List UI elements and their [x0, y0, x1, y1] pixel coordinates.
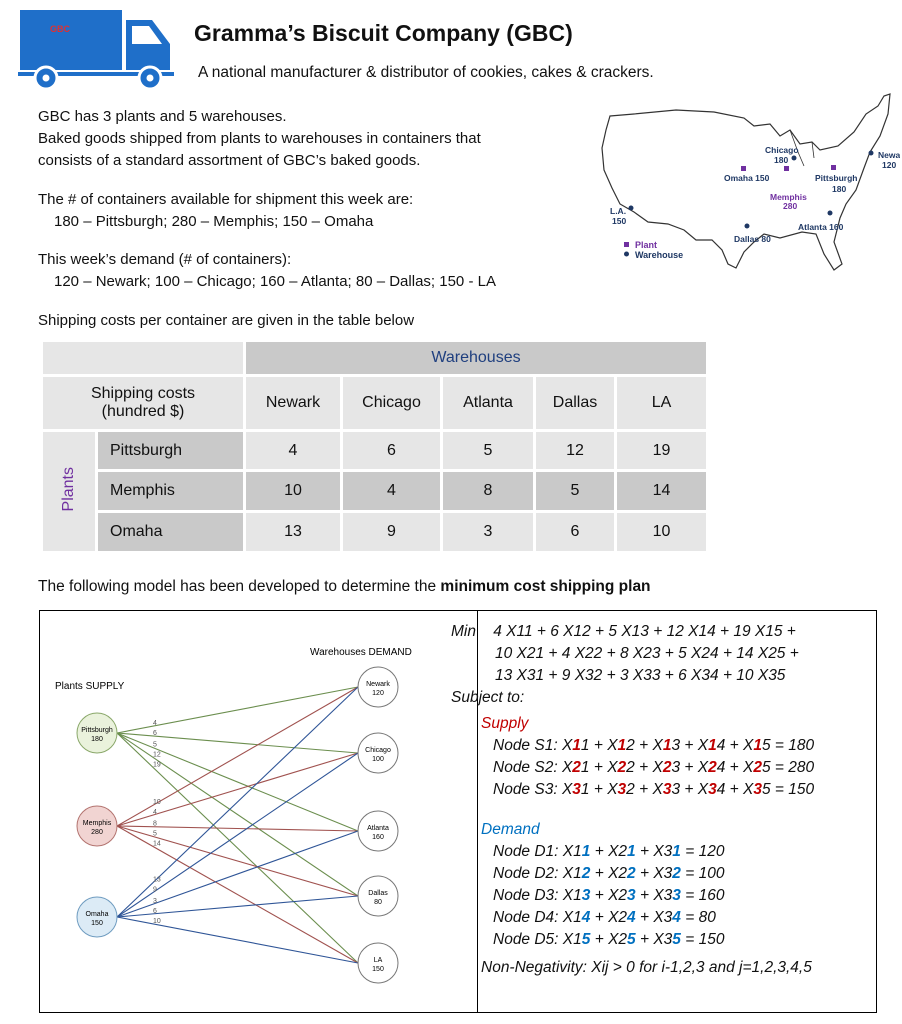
plants-supply-label: Plants SUPPLY: [55, 681, 125, 692]
map-plant-memphis: [784, 166, 789, 171]
warehouses-header: Warehouses: [246, 342, 706, 374]
constraint-node: Node D5:: [493, 931, 563, 948]
variable: X12: [607, 737, 635, 754]
containers-label: The # of containers available for shipment this week are:: [38, 191, 414, 208]
cell: 6: [343, 432, 440, 469]
map-warehouse-la: [629, 206, 634, 211]
shipping-cost-table: [40, 339, 709, 554]
node-name: Memphis: [82, 820, 112, 827]
node-name: Chicago: [365, 747, 391, 754]
constraint-rhs: = 80: [680, 909, 716, 926]
legend-warehouse-label: Warehouse: [635, 250, 684, 260]
constraint-node: Node S3:: [493, 781, 562, 798]
variable: X25: [608, 931, 636, 948]
map-label-newark: Newa: [878, 150, 900, 160]
intro-line-3: consists of a standard assortment of GBC’s baked goods.: [38, 152, 421, 169]
table-corner-label: [43, 377, 243, 429]
map-label-pittsburgh: Pittsburgh: [815, 173, 858, 183]
edge-label: 8: [153, 820, 157, 828]
constraint-rhs: = 160: [680, 887, 725, 904]
map-label-omaha: Omaha 150: [724, 173, 770, 183]
variable: X35: [653, 931, 681, 948]
edge-label: 19: [153, 761, 161, 769]
constraint-rhs: = 150: [770, 781, 815, 798]
constraint-node: Node S2:: [493, 759, 562, 776]
node-value: 100: [372, 756, 384, 763]
containers-values: 180 – Pittsburgh; 280 – Memphis; 150 – Omaha: [54, 213, 374, 230]
constraint-row: Node S2: X21 + X22 + X23 + X24 + X25 = 280: [493, 759, 815, 776]
variable: X22: [607, 759, 635, 776]
intro-block: [38, 106, 481, 172]
cell: 4: [246, 432, 340, 469]
warehouses-demand-label: Warehouses DEMAND: [310, 647, 412, 658]
constraint-row: Node D1: X11 + X21 + X31 = 120: [493, 843, 725, 860]
nonnegativity: Non-Negativity: Xij > 0 for i-1,2,3 and j=1,2,3,4,5: [481, 959, 812, 976]
node-name: Omaha: [85, 911, 109, 918]
variable: X13: [652, 737, 681, 754]
variable: X12: [562, 865, 591, 882]
cell: 9: [343, 513, 440, 551]
table-corner-top: [43, 342, 243, 374]
model-box: [39, 610, 877, 1013]
constraint-rhs: = 100: [680, 865, 725, 882]
variable: X34: [697, 781, 726, 798]
row-header-omaha: Omaha: [98, 513, 243, 551]
warehouse-node-newark: [358, 667, 398, 707]
warehouse-node-chicago: [358, 733, 398, 773]
edge-label: 10: [153, 917, 161, 925]
plants-header: Plants: [60, 466, 77, 512]
map-label-la: L.A.: [610, 206, 627, 216]
node-value: 120: [372, 690, 384, 697]
node-name: Dallas: [368, 890, 388, 897]
cell: 5: [443, 432, 533, 469]
map-warehouse-chicago: [792, 156, 797, 161]
objective-text-1: 4 X11 + 6 X12 + 5 X13 + 12 X14 + 19 X15 +: [493, 623, 796, 640]
variable: X23: [652, 759, 681, 776]
edge-label: 9: [153, 886, 157, 894]
map-label-chicago-value: 180: [774, 155, 789, 165]
map-label-pittsburgh-value: 180: [832, 184, 847, 194]
subject-to: Subject to:: [451, 689, 525, 706]
col-header-newark: Newark: [246, 377, 340, 429]
col-header-chicago: Chicago: [343, 377, 440, 429]
supply-constraints: [451, 735, 814, 801]
map-plant-omaha: [741, 166, 746, 171]
constraint-row: Node D4: X14 + X24 + X34 = 80: [493, 909, 716, 926]
truck-logo-text: GBC: [50, 24, 70, 34]
constraint-rhs: = 180: [770, 737, 815, 754]
node-name: Pittsburgh: [81, 727, 113, 734]
constraint-node: Node S1:: [493, 737, 562, 754]
cell: 19: [617, 432, 706, 469]
legend-plant-label: Plant: [635, 240, 658, 250]
node-value: 150: [91, 920, 103, 927]
col-header-atlanta: Atlanta: [443, 377, 533, 429]
costs-label: Shipping costs per container are given in the table below: [38, 312, 415, 329]
cell: 13: [246, 513, 340, 551]
map-label-atlanta: Atlanta 160: [798, 222, 844, 232]
constraint-rhs: = 280: [770, 759, 815, 776]
variable: X15: [562, 931, 591, 948]
intro-line-2: Baked goods shipped from plants to warehouses in containers that: [38, 130, 481, 147]
demand-label: Demand: [481, 821, 540, 838]
col-header-dallas: Dallas: [536, 377, 614, 429]
demand-constraints: [451, 841, 814, 951]
variable: X14: [562, 909, 591, 926]
variable: X22: [608, 865, 636, 882]
edge-label: 12: [153, 751, 161, 759]
map-label-newark-value: 120: [882, 160, 897, 170]
variable: X11: [562, 843, 591, 860]
map-label-memphis-value: 280: [783, 201, 798, 211]
variable: X33: [652, 781, 681, 798]
cell: 12: [536, 432, 614, 469]
containers-block: [38, 189, 413, 233]
map-label-chicago: Chicago: [765, 145, 799, 155]
page-subtitle: A national manufacturer & distributor of cookies, cakes & crackers.: [198, 64, 654, 81]
constraint-rhs: = 120: [680, 843, 725, 860]
col-header-la: LA: [617, 377, 706, 429]
demand-block: [38, 249, 496, 293]
constraint-node: Node D4:: [493, 909, 563, 926]
variable: X24: [608, 909, 636, 926]
variable: X14: [697, 737, 726, 754]
map-label-memphis: Memphis: [770, 192, 807, 202]
edge-label: 5: [153, 830, 157, 838]
edge-label: 10: [153, 799, 161, 807]
cell: 8: [443, 472, 533, 510]
lp-model: [451, 621, 814, 979]
edge-label: 13: [153, 876, 161, 884]
variable: X32: [653, 865, 681, 882]
truck-logo: [18, 6, 190, 90]
node-name: Newark: [366, 681, 390, 688]
constraint-node: Node D3:: [493, 887, 563, 904]
edge-label: 4: [153, 809, 157, 817]
node-name: LA: [373, 957, 383, 964]
row-header-memphis: Memphis: [98, 472, 243, 510]
objective-line-3: 13 X31 + 9 X32 + 3 X33 + 6 X34 + 10 X35: [495, 667, 786, 684]
variable: X24: [697, 759, 726, 776]
network-diagram: [40, 611, 444, 1011]
intro-line-1: GBC has 3 plants and 5 warehouses.: [38, 108, 287, 125]
warehouse-node-atlanta: [358, 811, 398, 851]
table-row: [43, 513, 706, 551]
node-value: 160: [372, 834, 384, 841]
variable: X21: [561, 759, 590, 776]
objective-line-1: [451, 621, 814, 643]
map-label-la-value: 150: [612, 216, 627, 226]
variable: X11: [561, 737, 590, 754]
cell: 4: [343, 472, 440, 510]
edge-label: 5: [153, 741, 157, 749]
objective-line-2: 10 X21 + 4 X22 + 8 X23 + 5 X24 + 14 X25 +: [495, 645, 799, 662]
table-row: [43, 472, 706, 510]
variable: X34: [653, 909, 681, 926]
variable: X23: [608, 887, 636, 904]
table-row: [43, 432, 706, 469]
constraint-row: Node D2: X12 + X22 + X32 = 100: [493, 865, 725, 882]
legend-warehouse-marker: [624, 252, 629, 257]
us-map: [594, 92, 900, 278]
variable: X32: [607, 781, 635, 798]
truck-cargo-box: [20, 10, 122, 70]
cell: 14: [617, 472, 706, 510]
variable: X25: [743, 759, 771, 776]
variable: X33: [653, 887, 681, 904]
plant-node-pittsburgh: [77, 713, 117, 753]
edge-label: 6: [153, 907, 157, 915]
corner-line-1: Shipping costs: [90, 385, 196, 402]
constraint-row: Node D3: X13 + X23 + X33 = 160: [493, 887, 725, 904]
legend-plant-marker: [624, 242, 629, 247]
edge-label: 14: [153, 840, 161, 848]
demand-values: 120 – Newark; 100 – Chicago; 160 – Atlanta; 80 – Dallas; 150 - LA: [54, 273, 496, 290]
model-intro-bold: minimum cost shipping plan: [440, 578, 651, 595]
constraint-row: Node D5: X15 + X25 + X35 = 150: [493, 931, 725, 948]
node-value: 150: [372, 966, 384, 973]
plant-node-omaha: [77, 897, 117, 937]
plants-header-cell: [43, 432, 95, 551]
min-label: Min: [451, 623, 476, 640]
page-title: Gramma’s Biscuit Company (GBC): [194, 20, 573, 46]
supply-label: Supply: [481, 715, 529, 732]
corner-line-2: (hundred $): [101, 403, 185, 420]
node-value: 180: [91, 736, 103, 743]
variable: X31: [561, 781, 590, 798]
node-value: 80: [374, 899, 382, 906]
row-header-pittsburgh: Pittsburgh: [98, 432, 243, 469]
map-warehouse-newark: [869, 151, 874, 156]
constraint-rhs: = 150: [680, 931, 725, 948]
cell: 3: [443, 513, 533, 551]
variable: X21: [608, 843, 636, 860]
constraint-row: Node S3: X31 + X32 + X33 + X34 + X35 = 150: [493, 781, 815, 798]
variable: X15: [743, 737, 771, 754]
map-warehouse-dallas: [745, 224, 750, 229]
variable: X13: [562, 887, 591, 904]
edge-label: 6: [153, 729, 157, 737]
constraint-node: Node D1:: [493, 843, 563, 860]
map-warehouse-atlanta: [828, 211, 833, 216]
demand-label: This week’s demand (# of containers):: [38, 251, 292, 268]
variable: X35: [743, 781, 771, 798]
edge-label: 3: [153, 898, 157, 906]
cell: 10: [617, 513, 706, 551]
warehouse-node-la: [358, 943, 398, 983]
node-name: Atlanta: [367, 825, 389, 832]
cell: 6: [536, 513, 614, 551]
constraint-node: Node D2:: [493, 865, 563, 882]
constraint-row: Node S1: X11 + X12 + X13 + X14 + X15 = 180: [493, 737, 815, 754]
cell: 5: [536, 472, 614, 510]
edge-label: 4: [153, 720, 157, 728]
model-intro-text: The following model has been developed to determine the: [38, 578, 441, 595]
node-value: 280: [91, 829, 103, 836]
variable: X31: [653, 843, 681, 860]
plant-node-memphis: [77, 806, 117, 846]
warehouse-node-dallas: [358, 876, 398, 916]
map-plant-pittsburgh: [831, 165, 836, 170]
model-intro: [38, 576, 651, 598]
map-label-dallas: Dallas 80: [734, 234, 771, 244]
cell: 10: [246, 472, 340, 510]
